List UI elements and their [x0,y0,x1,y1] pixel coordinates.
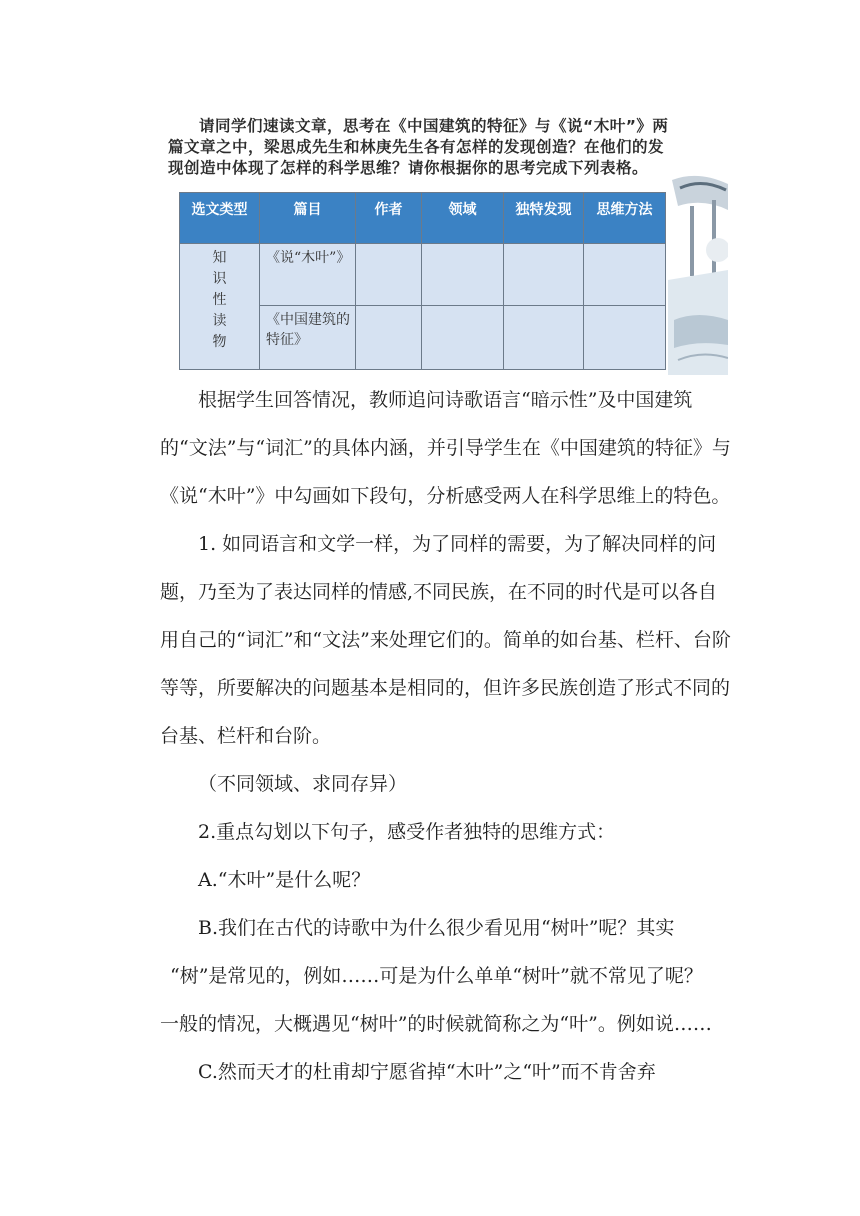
reading-form-table [179,192,666,370]
snow-pavilion-illustration [668,170,728,375]
article-title-cell: 《中国建筑的特征》 [260,306,356,370]
blank-cell[interactable] [356,244,422,306]
lesson-body [160,376,732,1096]
blank-cell[interactable] [356,306,422,370]
table-header-row [180,193,666,244]
table-row [180,244,666,306]
genre-label: 知识性读物 [212,250,227,350]
list-item: C.然而天才的杜甫却宁愿省掉“木叶”之“叶”而不肯舍弃 [198,1061,656,1083]
header-cell: 选文类型 [180,193,260,244]
paragraph: 1. 如同语言和文学一样，为了同样的需要，为了解决同样的问题，乃至为了表达同样的情感,不同民族，在不同的时代是可以各自用自己的“词汇”和“文法”来处理它们的。简单的如台基、栏杆、台阶等等，所要解决的问题基本是相同的，但许多民族创造了形式不同的台基、栏杆和台阶。 [160,533,731,747]
blank-cell[interactable] [504,306,584,370]
note-line: （不同领域、求同存异） [198,773,408,795]
list-item-continuation: “树”是常见的，例如……可是为什么单单“树叶”就不常见了呢？ [170,965,703,987]
header-cell: 作者 [356,193,422,244]
blank-cell[interactable] [422,244,504,306]
blank-cell[interactable] [584,306,666,370]
blank-cell[interactable] [504,244,584,306]
paragraph: 根据学生回答情况，教师追问诗歌语言“暗示性”及中国建筑的“文法”与“词汇”的具体内涵，并引导学生在《中国建筑的特征》与《说“木叶”》中勾画如下段句，分析感受两人在科学思维上的特色。 [160,389,731,507]
header-cell: 思维方法 [584,193,666,244]
article-title-cell: 《说“木叶”》 [260,244,356,306]
blank-cell[interactable] [584,244,666,306]
list-item: A.“木叶”是什么呢？ [198,869,371,891]
list-item-continuation: 一般的情况，大概遇见“树叶”的时候就简称之为“叶”。例如说…… [160,1013,712,1035]
genre-cell [180,244,260,370]
slide-intro-text: 请同学们速读文章，思考在《中国建筑的特征》与《说“木叶”》两篇文章之中，梁思成先生和林庚先生各有怎样的发现创造？在他们的发现创造中体现了怎样的科学思维？请你根据你的思考完成下列表格。 [168,117,669,177]
blank-cell[interactable] [422,306,504,370]
list-item: B.我们在古代的诗歌中为什么很少看见用“树叶”呢？其实 [198,917,675,939]
header-cell: 篇目 [260,193,356,244]
header-cell: 独特发现 [504,193,584,244]
slide-image [168,110,728,372]
item-heading: 2.重点勾划以下句子，感受作者独特的思维方式： [198,821,616,843]
header-cell: 领域 [422,193,504,244]
